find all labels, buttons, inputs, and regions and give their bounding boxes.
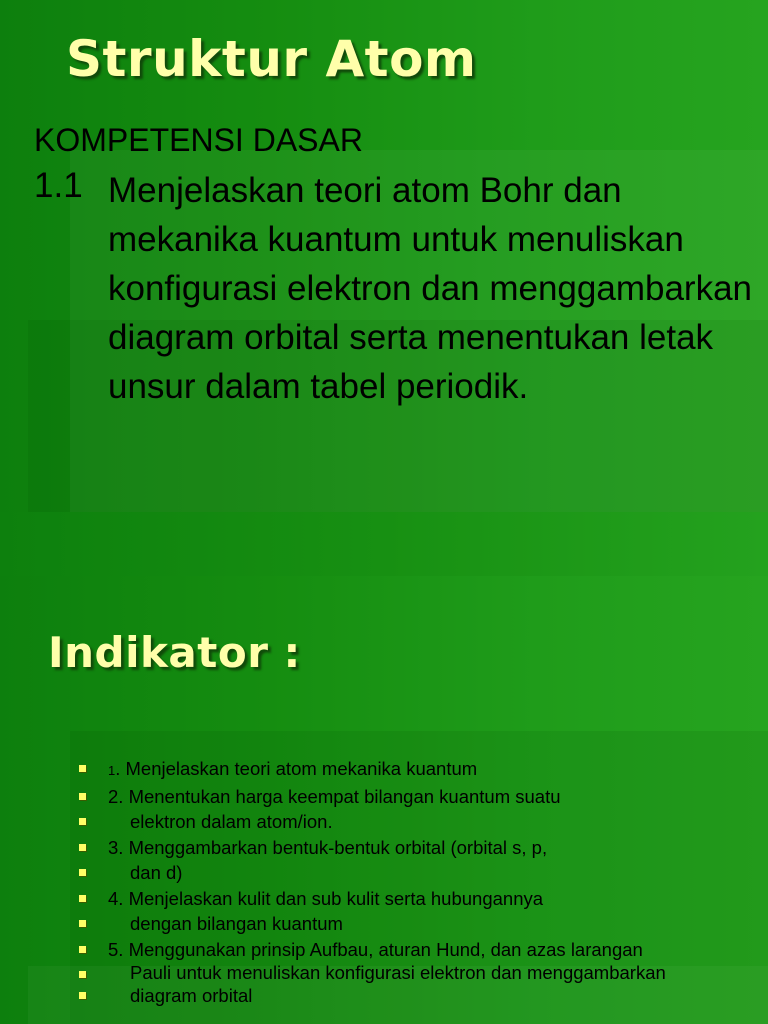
item-text: dan d) bbox=[130, 862, 183, 883]
list-item bbox=[76, 911, 756, 937]
slide-title: Struktur Atom bbox=[66, 30, 477, 88]
list-item bbox=[76, 784, 756, 810]
item-text: diagram orbital bbox=[130, 985, 253, 1006]
item-text: elektron dalam atom/ion. bbox=[130, 811, 333, 832]
square-bullet-icon bbox=[79, 895, 86, 902]
square-bullet-icon bbox=[79, 992, 86, 999]
slide-separator bbox=[0, 512, 768, 576]
square-bullet-icon bbox=[79, 920, 86, 927]
kompetensi-text: Menjelaskan teori atom Bohr dan mekanika kuantum untuk menuliskan konfigurasi elektron dan menggambarkan diagram orbital serta menentukan letak unsur dalam tabel periodik. bbox=[108, 171, 752, 406]
item-text: 4. Menjelaskan kulit dan sub kulit serta hubungannya bbox=[108, 887, 544, 909]
item-text: Pauli untuk menuliskan konfigurasi elektron dan menggambarkan bbox=[130, 962, 666, 983]
indicator-list bbox=[76, 756, 756, 1009]
list-item bbox=[76, 983, 756, 1009]
list-item bbox=[76, 756, 756, 784]
kompetensi-heading: KOMPETENSI DASAR bbox=[34, 122, 363, 158]
kompetensi-number: 1.1 bbox=[34, 166, 83, 205]
list-item bbox=[76, 835, 756, 861]
item-text: dengan bilangan kuantum bbox=[130, 913, 343, 934]
square-bullet-icon bbox=[79, 844, 86, 851]
slide-indikator bbox=[0, 576, 768, 1024]
list-item bbox=[76, 937, 756, 963]
item-text: 2. Menentukan harga keempat bilangan kuantum suatu bbox=[108, 785, 561, 807]
list-item bbox=[76, 962, 756, 983]
item-text: . Menjelaskan teori atom mekanika kuantum bbox=[115, 758, 478, 779]
item-text: 5. Menggunakan prinsip Aufbau, aturan Hund, dan azas larangan bbox=[108, 938, 643, 960]
item-number: 1 bbox=[108, 763, 116, 778]
slide-title: Indikator : bbox=[48, 628, 301, 677]
square-bullet-icon bbox=[79, 869, 86, 876]
square-bullet-icon bbox=[79, 818, 86, 825]
list-item bbox=[76, 886, 756, 912]
square-bullet-icon bbox=[79, 971, 86, 978]
list-item bbox=[76, 860, 756, 886]
square-bullet-icon bbox=[79, 946, 86, 953]
square-bullet-icon bbox=[79, 793, 86, 800]
list-item bbox=[76, 809, 756, 835]
square-bullet-icon bbox=[79, 765, 86, 772]
item-text: 3. Menggambarkan bentuk-bentuk orbital (orbital s, p, bbox=[108, 836, 548, 858]
